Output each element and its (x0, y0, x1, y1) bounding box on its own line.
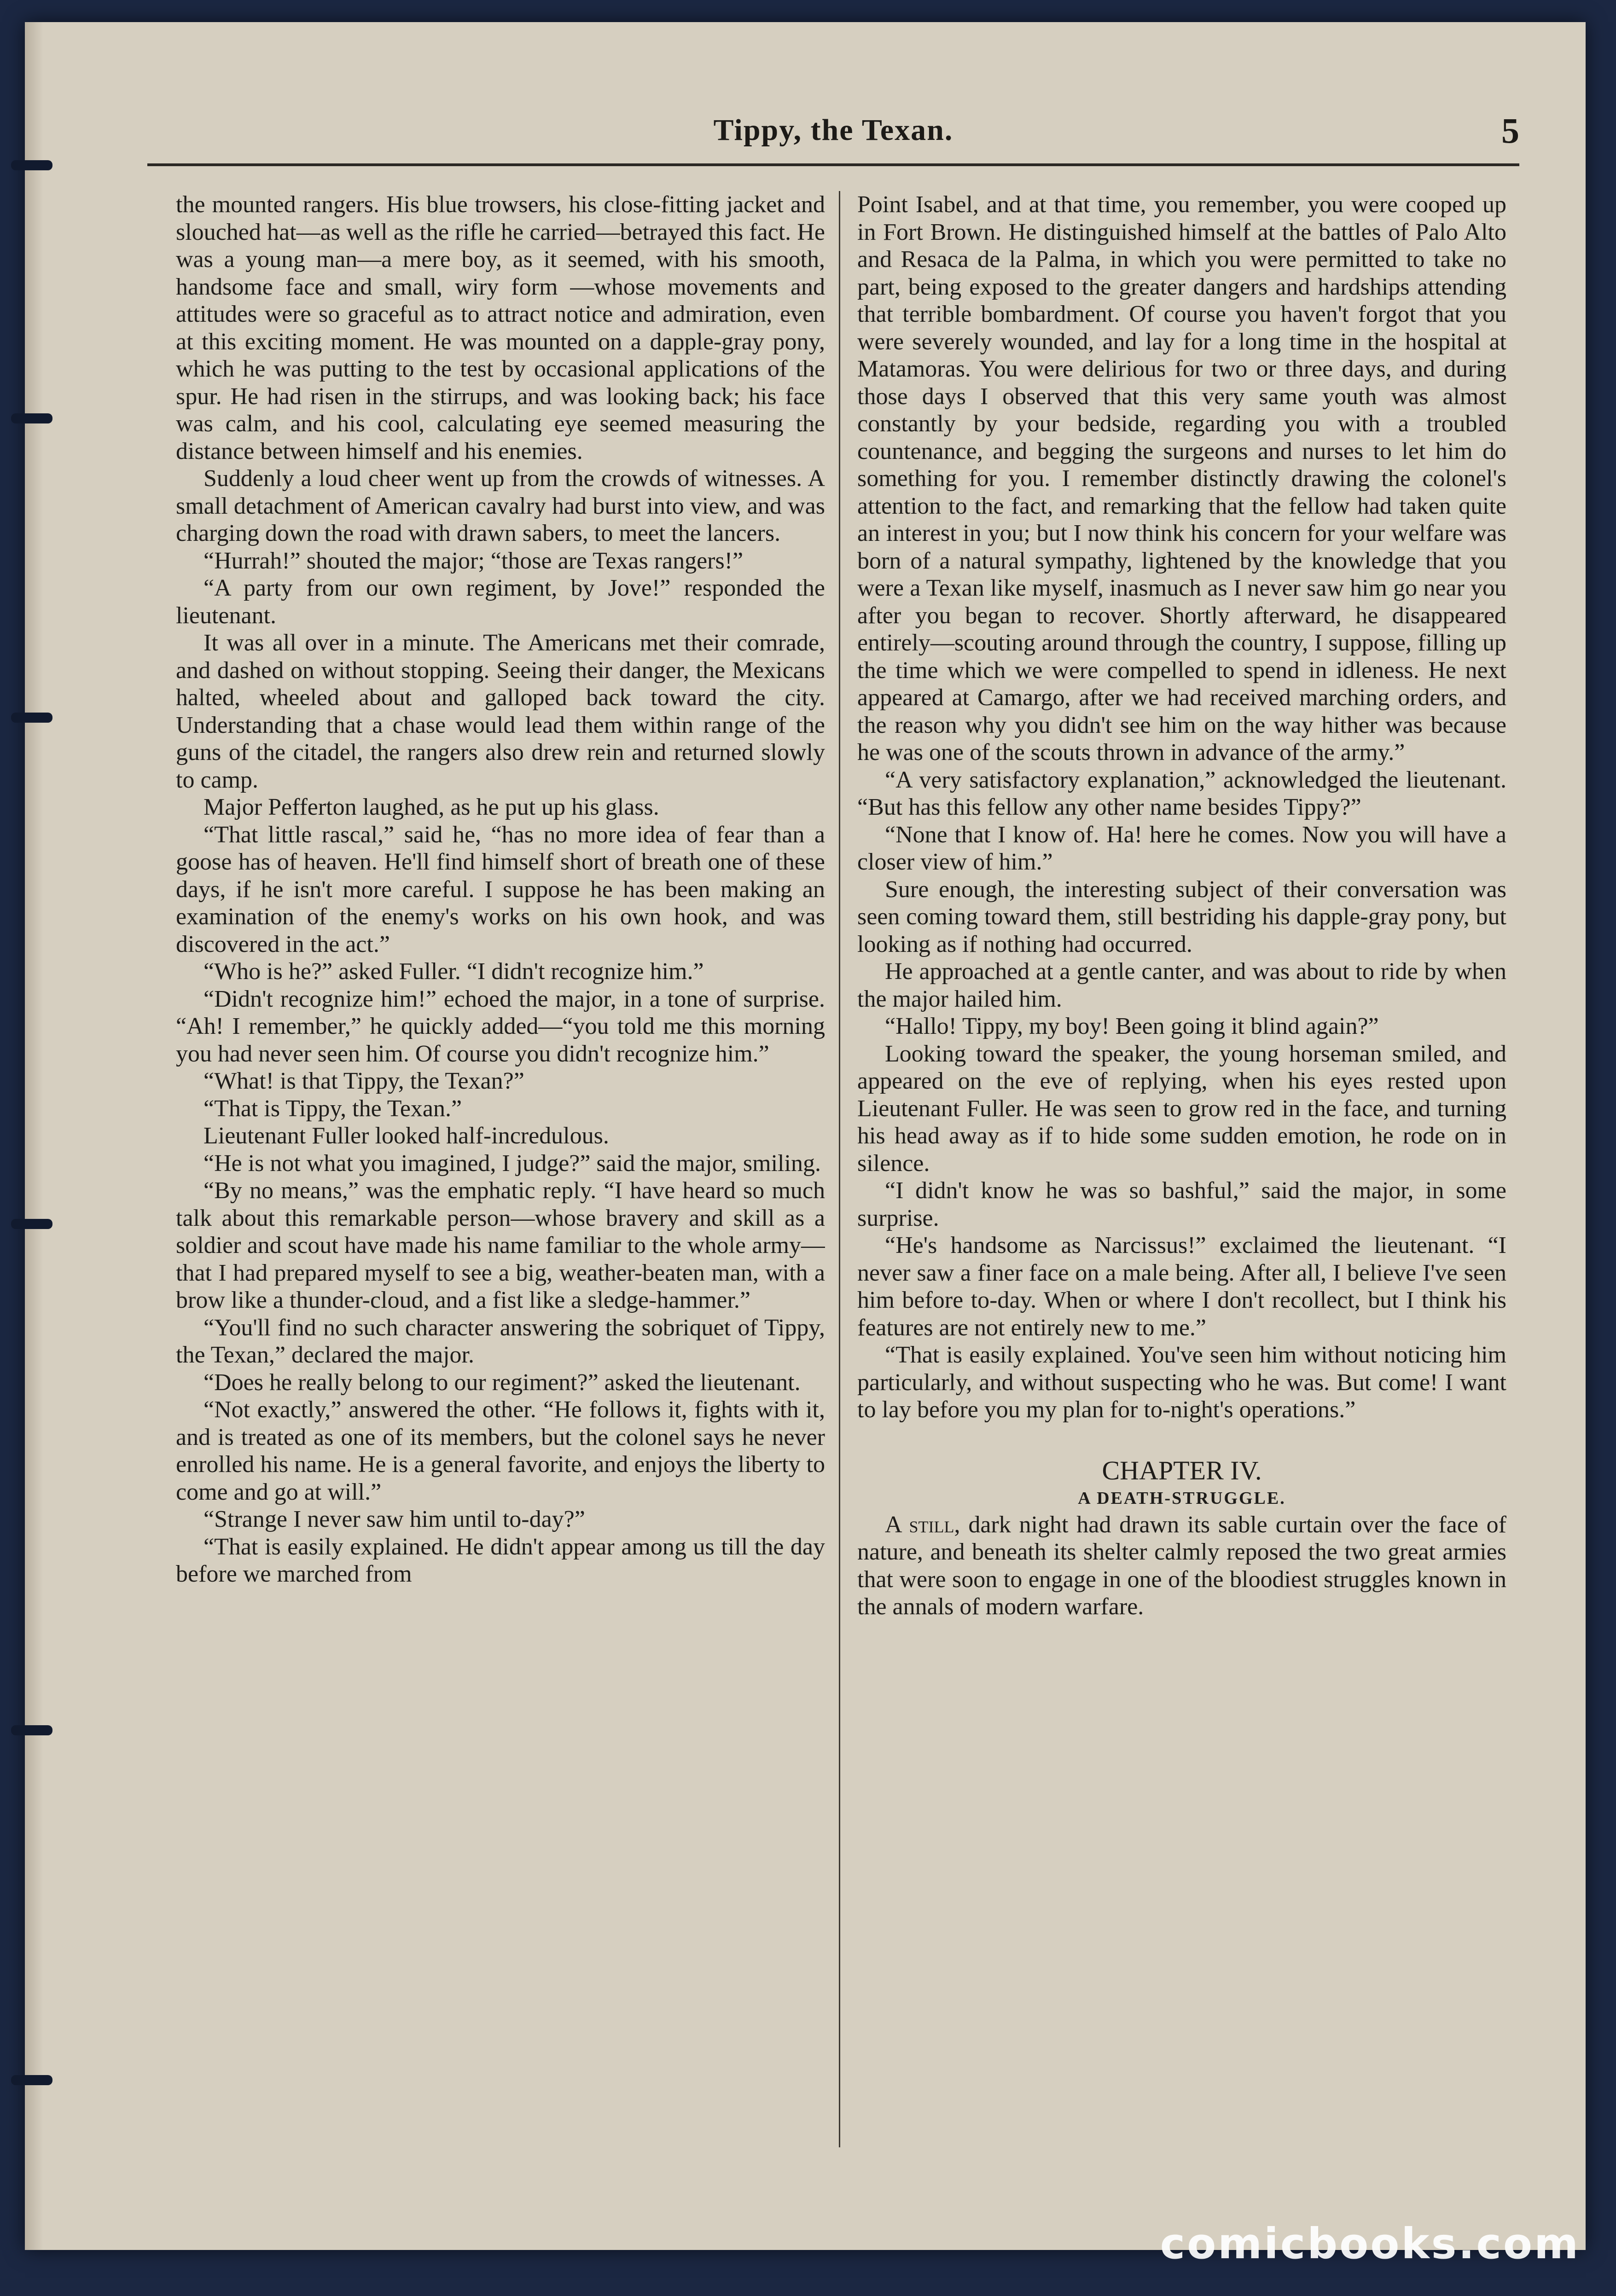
opening-small-caps: A still (885, 1511, 954, 1538)
paragraph: “Didn't recognize him!” echoed the major, in a tone of surprise. “Ah! I remember,” he quickly added—“you told me this morning you had never seen him. Of course you didn't recognize him.” (176, 986, 825, 1067)
paragraph: “Does he really belong to our regiment?” asked the lieutenant. (203, 1369, 801, 1396)
paragraph: Point Isabel, and at that time, you remember, you were cooped up in Fort Brown. He distinguished himself at the battles of Palo Alto and Resaca de la Palma, in which you were permitted to take no part, being exposed to the greater dangers and hardships attending that terrible bombardment. Of course you haven't forgot that you were severely wounded, and lay for a long time in the hospital at Matamoras. You were delirious for two or three days, and during those days I observed that this very same youth was almost constantly by your bedside, regarding you with a troubled countenance, and begging the surgeons and nurses to let him do something for you. I remember distinctly drawing the colonel's attention to the fact, and remarking that the fellow had taken quite an interest in you; but I now think his concern for your welfare was born of a natural sympathy, lightened by the knowledge that you were a Texan like myself, inasmuch as I never saw him go near you after you began to recover. Shortly afterward, he disappeared entirely—scouting around through the country, I suppose, filling up the time which we were compelled to spend in idleness. He next appeared at Camargo, after we had received marching orders, and the reason why you didn't see him on the way hither was because he was one of the scouts thrown in advance of the army.” (857, 191, 1506, 765)
paragraph: “None that I know of. Ha! here he comes. Now you will have a closer view of him.” (857, 821, 1506, 875)
paragraph: Lieutenant Fuller looked half-incredulous. (203, 1123, 609, 1149)
paragraph: “He is not what you imagined, I judge?” said the major, smiling. (203, 1150, 821, 1177)
chapter-subtitle: A DEATH-STRUGGLE. (1078, 1488, 1286, 1508)
right-column (857, 191, 1506, 2147)
running-title: Tippy, the Texan. (713, 113, 953, 147)
opening-text: , dark night had drawn its sable curtain over the face of nature, and beneath its shelter calmly reposed the two great armies that were soon to engage in one of the bloodiest struggles known in the annals of modern warfare. (857, 1511, 1506, 1620)
paragraph: “That is Tippy, the Texan.” (203, 1095, 462, 1122)
paragraph: “A party from our own regiment, by Jove!” responded the lieutenant. (176, 575, 825, 629)
watermark: comicbooks.com (1160, 2219, 1580, 2268)
binding-stitch (11, 1725, 52, 1735)
paragraph: He approached at a gentle canter, and was about to ride by when the major hailed him. (857, 958, 1506, 1012)
chapter-heading: CHAPTER IV. (1102, 1455, 1262, 1485)
page-header (147, 110, 1519, 166)
paragraph: Looking toward the speaker, the young horseman smiled, and appeared on the eve of replying, when his eyes rested upon Lieutenant Fuller. He was seen to grow red in the face, and turning his head away as if to hide some sudden emotion, he rode on in silence. (857, 1040, 1506, 1177)
paragraph: Suddenly a loud cheer went up from the crowds of witnesses. A small detachment of American cavalry had burst into view, and was charging down the road with drawn sabers, to meet the lancers. (176, 465, 825, 546)
paragraph: “He's handsome as Narcissus!” exclaimed the lieutenant. “I never saw a finer face on a male being. After all, I believe I've seen him before to-day. When or where I don't recollect, but I think his features are not entirely new to me.” (857, 1232, 1506, 1341)
paragraph: “That little rascal,” said he, “has no more idea of fear than a goose has of heaven. He'll find himself short of breath one of these days, if he isn't more careful. I suppose he has been making an examination of the enemy's works on his own hook, and was discovered in the act.” (176, 821, 825, 957)
left-column (176, 191, 825, 2147)
page-fold-shadow (25, 22, 43, 2250)
paragraph: “You'll find no such character answering the sobriquet of Tippy, the Texan,” declared the major. (176, 1314, 825, 1368)
binding-stitch (11, 413, 52, 423)
paragraph: It was all over in a minute. The Americans met their comrade, and dashed on without stopping. Seeing their danger, the Mexicans halted, wheeled about and galloped back toward the city. Understanding that a chase would lead them within range of the guns of the citadel, the rangers also drew rein and returned slowly to camp. (176, 630, 825, 793)
paragraph: “What! is that Tippy, the Texan?” (203, 1068, 524, 1094)
paragraph: “Hallo! Tippy, my boy! Been going it blind again?” (885, 1013, 1379, 1039)
paragraph: “Strange I never saw him until to-day?” (203, 1506, 585, 1532)
page-number: 5 (1501, 110, 1519, 151)
paragraph: “Who is he?” asked Fuller. “I didn't recognize him.” (203, 958, 704, 985)
paragraph: “By no means,” was the emphatic reply. “I have heard so much talk about this remarkable person—whose bravery and skill as a soldier and scout have made his name familiar to the whole army—that I had prepared myself to see a big, weather-beaten man, with a brow like a thunder-cloud, and a fist like a sledge-hammer.” (176, 1177, 825, 1313)
binding-stitch (11, 2075, 52, 2085)
paragraph: “That is easily explained. He didn't appear among us till the day before we marched from (176, 1533, 825, 1587)
paragraph: Major Pefferton laughed, as he put up his glass. (203, 794, 659, 820)
paragraph: “I didn't know he was so bashful,” said the major, in some surprise. (857, 1177, 1506, 1231)
binding-stitch (11, 1219, 52, 1229)
paragraph: “Not exactly,” answered the other. “He follows it, fights with it, and is treated as one of its members, but the colonel says he never enrolled his name. He is a general favorite, and enjoys the liberty to come and go at will.” (176, 1397, 825, 1505)
paragraph: “A very satisfactory explanation,” acknowledged the lieutenant. “But has this fellow any other name besides Tippy?” (857, 766, 1506, 820)
chapter-opening-paragraph (857, 1511, 1506, 1621)
paragraph: “Hurrah!” shouted the major; “those are Texas rangers!” (203, 547, 744, 574)
paragraph: “That is easily explained. You've seen him without noticing him particularly, and without suspecting who he was. But come! I want to lay before you my plan for to-night's operations.” (857, 1342, 1506, 1423)
paragraph: the mounted rangers. His blue trowsers, his close-fitting jacket and slouched hat—as well as the rifle he carried—betrayed this fact. He was a young man—a mere boy, as it seemed, with his smooth, handsome face and small, wiry form —whose movements and attitudes were so graceful as to attract notice and admiration, even at this exciting moment. He was mounted on a dapple-gray pony, which he was putting to the test by occasional applications of the spur. He had risen in the stirrups, and was looking back; his face was calm, and his cool, calculating eye seemed measuring the distance between himself and his enemies. (176, 191, 825, 464)
binding-stitch (11, 713, 52, 723)
paragraph: Sure enough, the interesting subject of their conversation was seen coming toward them, still bestriding his dapple-gray pony, but looking as if nothing had occurred. (857, 876, 1506, 957)
binding-stitch (11, 160, 52, 170)
column-divider (839, 191, 840, 2147)
